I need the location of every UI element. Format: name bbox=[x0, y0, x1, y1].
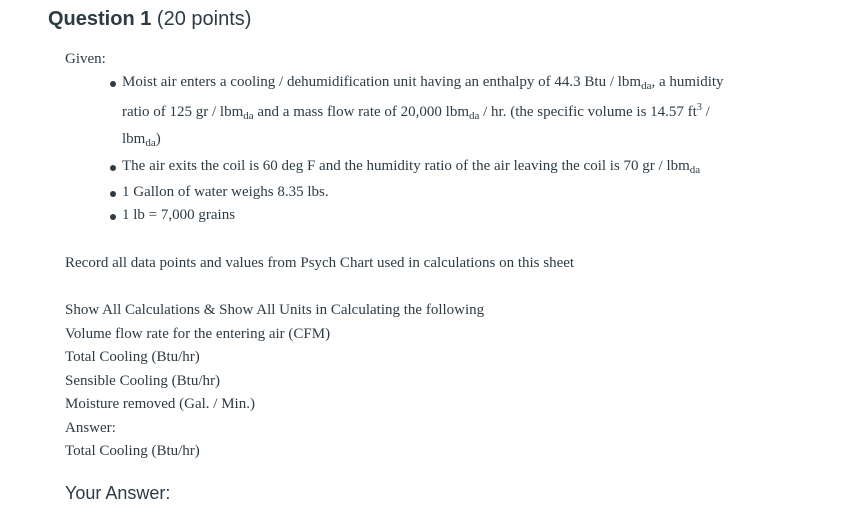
record-instruction: Record all data points and values from Psych Chart used in calculations on this sheet bbox=[65, 255, 575, 271]
bullet-1-text: ) bbox=[155, 131, 161, 147]
bullet-1-line-2 bbox=[122, 104, 710, 121]
calc-heading: Show All Calculations & Show All Units in Calculating the following bbox=[65, 302, 485, 318]
bullet-1-text: ratio of 125 gr / lbm bbox=[122, 104, 244, 120]
bullet-1-text: / hr. (the specific volume is 14.57 ft bbox=[479, 104, 697, 120]
bullet-1-text: / bbox=[701, 104, 710, 120]
bullet-dot bbox=[110, 81, 116, 87]
calc-item-volume-flow: Volume flow rate for the entering air (CFM) bbox=[65, 326, 331, 342]
question-header bbox=[48, 8, 251, 31]
subscript-da: da bbox=[469, 110, 480, 122]
bullet-2 bbox=[122, 158, 700, 175]
bullet-4: 1 lb = 7,000 grains bbox=[122, 207, 236, 223]
bullet-1-text: lbm bbox=[122, 131, 146, 147]
bullet-2-text: The air exits the coil is 60 deg F and the humidity ratio of the air leaving the coil is 70 gr / lbm bbox=[122, 158, 690, 174]
calc-item-total-cooling: Total Cooling (Btu/hr) bbox=[65, 349, 200, 365]
superscript-3: 3 bbox=[696, 102, 702, 113]
bullet-1-line-3 bbox=[122, 131, 161, 148]
calc-item-sensible-cooling: Sensible Cooling (Btu/hr) bbox=[65, 373, 220, 389]
subscript-da: da bbox=[689, 164, 701, 176]
bullet-1-text: and a mass flow rate of 20,000 lbm bbox=[253, 104, 469, 120]
question-points: (20 points) bbox=[151, 8, 252, 30]
bullet-dot bbox=[110, 191, 116, 197]
subscript-da: da bbox=[145, 137, 156, 149]
answer-label: Answer: bbox=[65, 420, 116, 436]
bullet-dot bbox=[110, 165, 116, 171]
bullet-1-text: , a humidity bbox=[651, 74, 724, 90]
your-answer-label: Your Answer: bbox=[65, 483, 171, 503]
bullet-1-line-1 bbox=[122, 74, 724, 91]
given-label: Given: bbox=[65, 51, 106, 67]
subscript-da: da bbox=[641, 80, 652, 92]
subscript-da: da bbox=[243, 110, 254, 122]
bullet-dot bbox=[110, 214, 116, 220]
calc-item-moisture-removed: Moisture removed (Gal. / Min.) bbox=[65, 396, 255, 412]
answer-item-total-cooling: Total Cooling (Btu/hr) bbox=[65, 443, 200, 459]
bullet-1-text: Moist air enters a cooling / dehumidification unit having an enthalpy of 44.3 Btu / lbm bbox=[122, 74, 642, 90]
bullet-3: 1 Gallon of water weighs 8.35 lbs. bbox=[122, 184, 329, 200]
question-title: Question 1 bbox=[48, 8, 152, 30]
